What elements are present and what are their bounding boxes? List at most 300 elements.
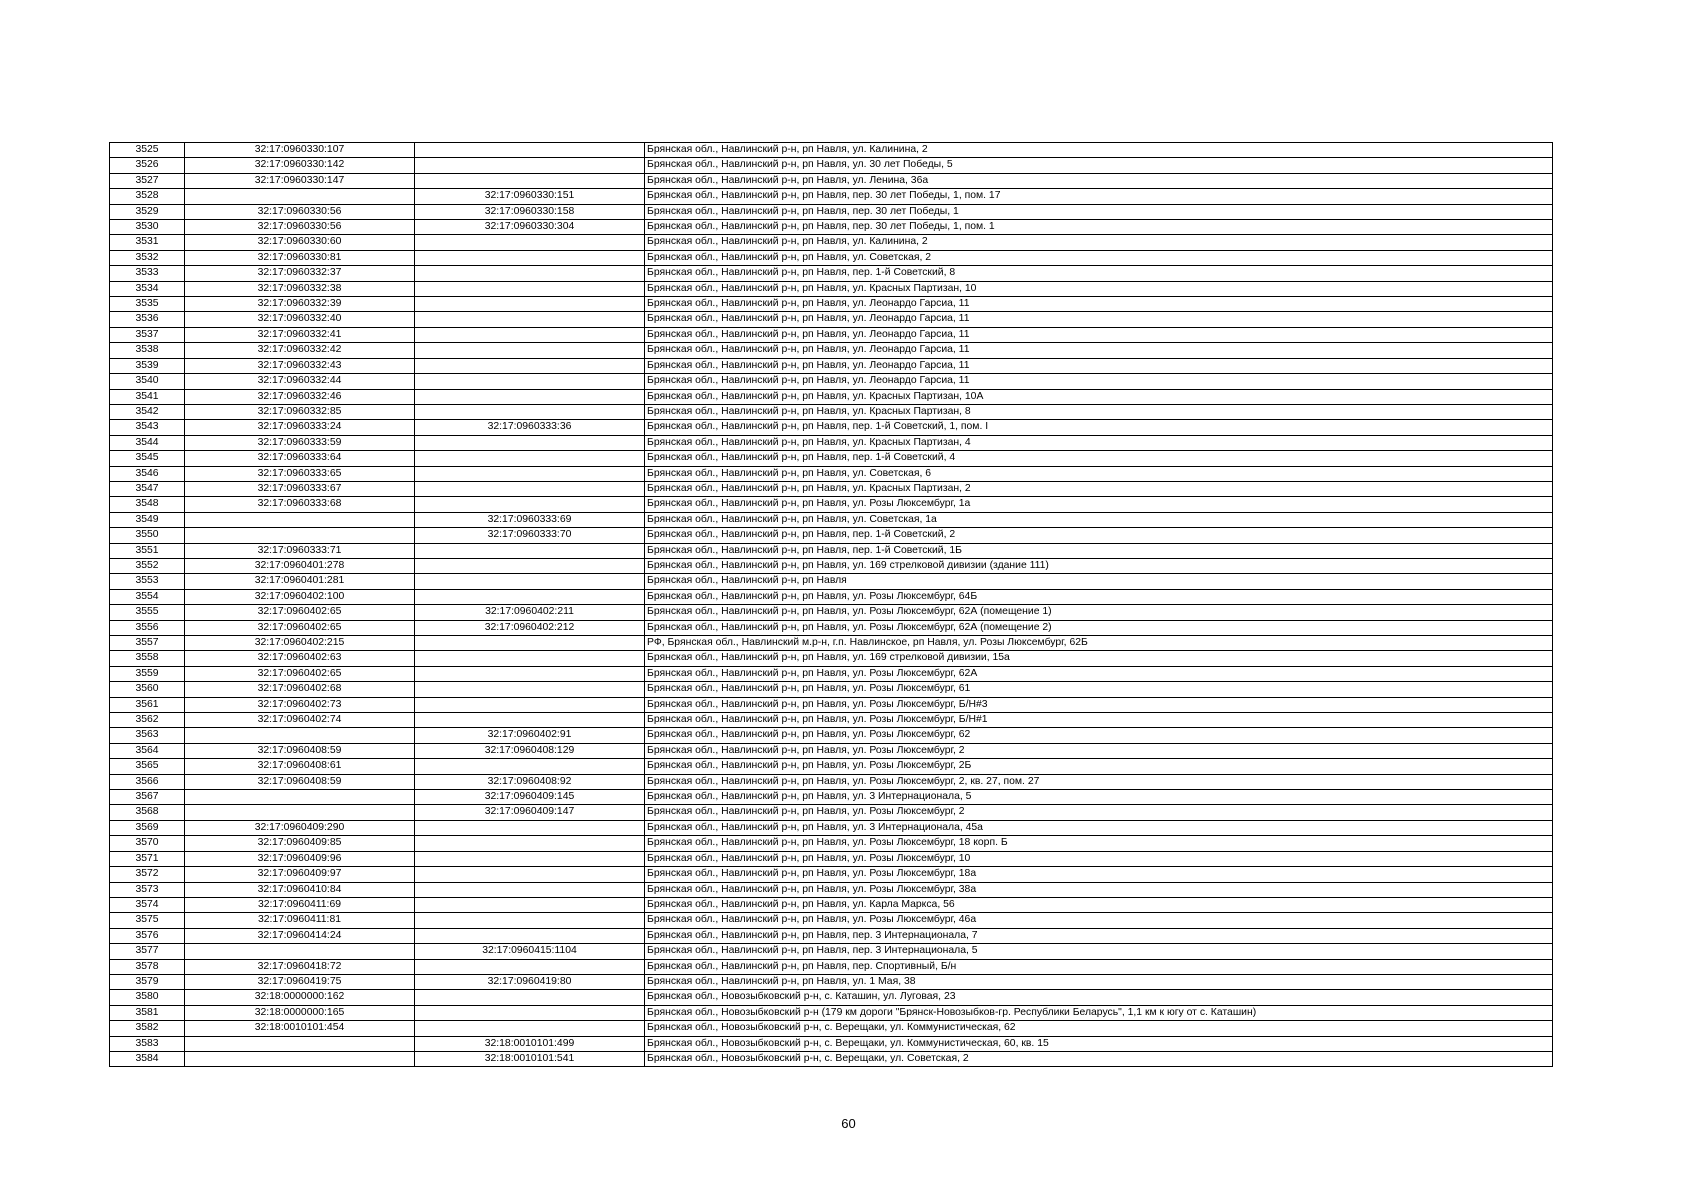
row-number-cell: 3554 — [110, 589, 185, 604]
address-cell: Брянская обл., Навлинский р-н, рп Навля, ул. Леонардо Гарсиа, 11 — [645, 297, 1553, 312]
address-cell: Брянская обл., Навлинский р-н, рп Навля, ул. Розы Люксембург, Б/Н#1 — [645, 713, 1553, 728]
address-cell: Брянская обл., Навлинский р-н, рп Навля, пер. 3 Интернационала, 5 — [645, 944, 1553, 959]
table-row — [110, 1005, 1553, 1020]
table-row — [110, 466, 1553, 481]
row-number-cell: 3544 — [110, 435, 185, 450]
related-cadastral-number-cell — [415, 682, 645, 697]
cadastral-number-cell — [185, 790, 415, 805]
table-row — [110, 620, 1553, 635]
row-number-cell: 3584 — [110, 1051, 185, 1066]
row-number-cell: 3576 — [110, 928, 185, 943]
row-number-cell: 3579 — [110, 974, 185, 989]
related-cadastral-number-cell: 32:17:0960408:129 — [415, 743, 645, 758]
cadastral-number-cell: 32:17:0960401:281 — [185, 574, 415, 589]
cadastral-number-cell: 32:17:0960402:100 — [185, 589, 415, 604]
cadastral-number-cell — [185, 528, 415, 543]
related-cadastral-number-cell: 32:17:0960402:91 — [415, 728, 645, 743]
related-cadastral-number-cell — [415, 143, 645, 158]
row-number-cell: 3575 — [110, 913, 185, 928]
cadastral-number-cell: 32:17:0960402:65 — [185, 605, 415, 620]
table-row — [110, 389, 1553, 404]
cadastral-number-cell: 32:17:0960418:72 — [185, 959, 415, 974]
address-cell: Брянская обл., Навлинский р-н, рп Навля, пер. 1-й Советский, 4 — [645, 451, 1553, 466]
address-cell: Брянская обл., Навлинский р-н, рп Навля, ул. Розы Люксембург, 62А — [645, 666, 1553, 681]
address-cell: Брянская обл., Навлинский р-н, рп Навля, ул. Розы Люксембург, 62А (помещение 1) — [645, 605, 1553, 620]
related-cadastral-number-cell — [415, 990, 645, 1005]
row-number-cell: 3568 — [110, 805, 185, 820]
row-number-cell: 3527 — [110, 173, 185, 188]
table-row — [110, 574, 1553, 589]
cadastral-number-cell: 32:17:0960408:61 — [185, 759, 415, 774]
cadastral-number-cell — [185, 728, 415, 743]
cadastral-number-cell: 32:17:0960332:42 — [185, 343, 415, 358]
related-cadastral-number-cell — [415, 173, 645, 188]
cadastral-number-cell: 32:17:0960410:84 — [185, 882, 415, 897]
row-number-cell: 3528 — [110, 189, 185, 204]
table-row — [110, 1021, 1553, 1036]
related-cadastral-number-cell: 32:17:0960330:304 — [415, 220, 645, 235]
table-row — [110, 851, 1553, 866]
cadastral-number-cell: 32:17:0960332:46 — [185, 389, 415, 404]
related-cadastral-number-cell — [415, 713, 645, 728]
address-cell: Брянская обл., Навлинский р-н, рп Навля, ул. Советская, 6 — [645, 466, 1553, 481]
related-cadastral-number-cell — [415, 928, 645, 943]
related-cadastral-number-cell — [415, 836, 645, 851]
address-cell: Брянская обл., Навлинский р-н, рп Навля, ул. 169 стрелковой дивизии (здание 111) — [645, 558, 1553, 573]
address-cell: Брянская обл., Навлинский р-н, рп Навля, ул. Розы Люксембург, 18а — [645, 867, 1553, 882]
table-row — [110, 805, 1553, 820]
related-cadastral-number-cell — [415, 466, 645, 481]
cadastral-number-cell: 32:17:0960409:290 — [185, 820, 415, 835]
related-cadastral-number-cell — [415, 851, 645, 866]
table-row — [110, 743, 1553, 758]
related-cadastral-number-cell — [415, 497, 645, 512]
table-row — [110, 358, 1553, 373]
address-cell: Брянская обл., Навлинский р-н, рп Навля, ул. Розы Люксембург, 1а — [645, 497, 1553, 512]
row-number-cell: 3571 — [110, 851, 185, 866]
table-row — [110, 1051, 1553, 1066]
related-cadastral-number-cell — [415, 882, 645, 897]
address-cell: Брянская обл., Навлинский р-н, рп Навля, ул. Леонардо Гарсиа, 11 — [645, 374, 1553, 389]
address-cell: Брянская обл., Навлинский р-н, рп Навля, пер. 3 Интернационала, 7 — [645, 928, 1553, 943]
address-cell: Брянская обл., Навлинский р-н, рп Навля, ул. Красных Партизан, 2 — [645, 481, 1553, 496]
table-row — [110, 944, 1553, 959]
table-row — [110, 959, 1553, 974]
table-row — [110, 913, 1553, 928]
related-cadastral-number-cell: 32:17:0960402:211 — [415, 605, 645, 620]
cadastral-number-cell: 32:17:0960330:56 — [185, 204, 415, 219]
cadastral-number-cell: 32:17:0960330:56 — [185, 220, 415, 235]
related-cadastral-number-cell — [415, 897, 645, 912]
row-number-cell: 3572 — [110, 867, 185, 882]
table-row — [110, 759, 1553, 774]
cadastral-number-cell: 32:17:0960402:68 — [185, 682, 415, 697]
address-cell: Брянская обл., Новозыбковский р-н, с. Каташин, ул. Луговая, 23 — [645, 990, 1553, 1005]
address-cell: Брянская обл., Навлинский р-н, рп Навля, ул. Леонардо Гарсиа, 11 — [645, 343, 1553, 358]
address-cell: Брянская обл., Навлинский р-н, рп Навля, ул. 3 Интернационала, 45а — [645, 820, 1553, 835]
address-cell: Брянская обл., Навлинский р-н, рп Навля, ул. Калинина, 2 — [645, 143, 1553, 158]
related-cadastral-number-cell — [415, 358, 645, 373]
related-cadastral-number-cell — [415, 666, 645, 681]
related-cadastral-number-cell — [415, 451, 645, 466]
cadastral-number-cell: 32:17:0960333:68 — [185, 497, 415, 512]
address-cell: Брянская обл., Навлинский р-н, рп Навля, ул. 1 Мая, 38 — [645, 974, 1553, 989]
related-cadastral-number-cell — [415, 959, 645, 974]
row-number-cell: 3565 — [110, 759, 185, 774]
table-row — [110, 312, 1553, 327]
related-cadastral-number-cell: 32:17:0960330:158 — [415, 204, 645, 219]
address-cell: Брянская обл., Навлинский р-н, рп Навля, ул. Леонардо Гарсиа, 11 — [645, 312, 1553, 327]
table-row — [110, 512, 1553, 527]
table-row — [110, 790, 1553, 805]
related-cadastral-number-cell: 32:18:0010101:541 — [415, 1051, 645, 1066]
address-cell: Брянская обл., Навлинский р-н, рп Навля, ул. 3 Интернационала, 5 — [645, 790, 1553, 805]
related-cadastral-number-cell — [415, 312, 645, 327]
address-cell: Брянская обл., Навлинский р-н, рп Навля, ул. Розы Люксембург, 2 — [645, 743, 1553, 758]
address-cell: Брянская обл., Навлинский р-н, рп Навля, пер. 30 лет Победы, 1, пом. 17 — [645, 189, 1553, 204]
address-cell: Брянская обл., Навлинский р-н, рп Навля, ул. Ленина, 36а — [645, 173, 1553, 188]
related-cadastral-number-cell — [415, 435, 645, 450]
related-cadastral-number-cell — [415, 266, 645, 281]
related-cadastral-number-cell: 32:18:0010101:499 — [415, 1036, 645, 1051]
row-number-cell: 3566 — [110, 774, 185, 789]
address-cell: Брянская обл., Навлинский р-н, рп Навля, ул. Советская, 1а — [645, 512, 1553, 527]
cadastral-number-cell: 32:17:0960402:65 — [185, 620, 415, 635]
table-row — [110, 343, 1553, 358]
related-cadastral-number-cell — [415, 327, 645, 342]
row-number-cell: 3556 — [110, 620, 185, 635]
row-number-cell: 3536 — [110, 312, 185, 327]
cadastral-number-cell: 32:17:0960408:59 — [185, 774, 415, 789]
table-row — [110, 481, 1553, 496]
cadastral-number-cell — [185, 512, 415, 527]
row-number-cell: 3581 — [110, 1005, 185, 1020]
table-row — [110, 558, 1553, 573]
row-number-cell: 3567 — [110, 790, 185, 805]
cadastral-number-cell — [185, 189, 415, 204]
cadastral-number-cell: 32:17:0960330:60 — [185, 235, 415, 250]
address-cell: Брянская обл., Навлинский р-н, рп Навля, пер. 1-й Советский, 1, пом. I — [645, 420, 1553, 435]
table-row — [110, 820, 1553, 835]
related-cadastral-number-cell — [415, 589, 645, 604]
row-number-cell: 3529 — [110, 204, 185, 219]
table-row — [110, 220, 1553, 235]
row-number-cell: 3539 — [110, 358, 185, 373]
table-row — [110, 589, 1553, 604]
cadastral-number-cell: 32:17:0960332:85 — [185, 404, 415, 419]
row-number-cell: 3573 — [110, 882, 185, 897]
address-cell: Брянская обл., Навлинский р-н, рп Навля, ул. 169 стрелковой дивизии, 15а — [645, 651, 1553, 666]
table-row — [110, 774, 1553, 789]
table-row — [110, 528, 1553, 543]
cadastral-number-cell: 32:17:0960332:40 — [185, 312, 415, 327]
related-cadastral-number-cell: 32:17:0960415:1104 — [415, 944, 645, 959]
cadastral-number-cell: 32:17:0960409:85 — [185, 836, 415, 851]
address-cell: Брянская обл., Навлинский р-н, рп Навля, ул. Калинина, 2 — [645, 235, 1553, 250]
row-number-cell: 3531 — [110, 235, 185, 250]
row-number-cell: 3525 — [110, 143, 185, 158]
related-cadastral-number-cell: 32:17:0960333:36 — [415, 420, 645, 435]
row-number-cell: 3564 — [110, 743, 185, 758]
table-row — [110, 250, 1553, 265]
address-cell: Брянская обл., Навлинский р-н, рп Навля, пер. 30 лет Победы, 1 — [645, 204, 1553, 219]
cadastral-number-cell: 32:17:0960402:65 — [185, 666, 415, 681]
table-row — [110, 266, 1553, 281]
address-cell: Брянская обл., Навлинский р-н, рп Навля, ул. Розы Люксембург, 2, кв. 27, пом. 27 — [645, 774, 1553, 789]
cadastral-number-cell: 32:17:0960330:81 — [185, 250, 415, 265]
address-cell: Брянская обл., Навлинский р-н, рп Навля, ул. Красных Партизан, 10 — [645, 281, 1553, 296]
cadastral-number-cell: 32:17:0960401:278 — [185, 558, 415, 573]
cadastral-number-cell: 32:17:0960402:215 — [185, 636, 415, 651]
address-cell: Брянская обл., Навлинский р-н, рп Навля, ул. Розы Люксембург, 10 — [645, 851, 1553, 866]
cadastral-number-cell: 32:17:0960330:107 — [185, 143, 415, 158]
row-number-cell: 3580 — [110, 990, 185, 1005]
related-cadastral-number-cell: 32:17:0960333:70 — [415, 528, 645, 543]
table-row — [110, 297, 1553, 312]
table-row — [110, 605, 1553, 620]
related-cadastral-number-cell — [415, 343, 645, 358]
table-row — [110, 1036, 1553, 1051]
cadastral-number-cell: 32:17:0960408:59 — [185, 743, 415, 758]
table-row — [110, 990, 1553, 1005]
table-row — [110, 897, 1553, 912]
cadastral-number-cell: 32:17:0960333:64 — [185, 451, 415, 466]
table-row — [110, 882, 1553, 897]
table-row — [110, 497, 1553, 512]
cadastral-number-cell: 32:17:0960330:142 — [185, 158, 415, 173]
address-cell: Брянская обл., Навлинский р-н, рп Навля, ул. Розы Люксембург, 2 — [645, 805, 1553, 820]
row-number-cell: 3545 — [110, 451, 185, 466]
row-number-cell: 3583 — [110, 1036, 185, 1051]
related-cadastral-number-cell: 32:17:0960409:145 — [415, 790, 645, 805]
related-cadastral-number-cell — [415, 543, 645, 558]
row-number-cell: 3537 — [110, 327, 185, 342]
address-cell: Брянская обл., Навлинский р-н, рп Навля, ул. Советская, 2 — [645, 250, 1553, 265]
row-number-cell: 3574 — [110, 897, 185, 912]
table-row — [110, 928, 1553, 943]
row-number-cell: 3555 — [110, 605, 185, 620]
table-row — [110, 697, 1553, 712]
cadastral-number-cell: 32:17:0960333:71 — [185, 543, 415, 558]
related-cadastral-number-cell — [415, 913, 645, 928]
table-row — [110, 713, 1553, 728]
table-row — [110, 420, 1553, 435]
cadastral-number-cell: 32:17:0960409:96 — [185, 851, 415, 866]
cadastral-number-cell: 32:17:0960414:24 — [185, 928, 415, 943]
address-cell: Брянская обл., Навлинский р-н, рп Навля, ул. Леонардо Гарсиа, 11 — [645, 358, 1553, 373]
row-number-cell: 3541 — [110, 389, 185, 404]
row-number-cell: 3547 — [110, 481, 185, 496]
address-cell: Брянская обл., Новозыбковский р-н, с. Верещаки, ул. Коммунистическая, 60, кв. 15 — [645, 1036, 1553, 1051]
address-cell: Брянская обл., Навлинский р-н, рп Навля, пер. 30 лет Победы, 1, пом. 1 — [645, 220, 1553, 235]
address-cell: Брянская обл., Навлинский р-н, рп Навля, ул. Красных Партизан, 10А — [645, 389, 1553, 404]
address-cell: Брянская обл., Навлинский р-н, рп Навля, ул. Розы Люксембург, 38а — [645, 882, 1553, 897]
row-number-cell: 3577 — [110, 944, 185, 959]
page-number: 60 — [841, 1116, 856, 1131]
table-row — [110, 235, 1553, 250]
row-number-cell: 3570 — [110, 836, 185, 851]
table-row — [110, 143, 1553, 158]
row-number-cell: 3557 — [110, 636, 185, 651]
address-cell: Брянская обл., Навлинский р-н, рп Навля, ул. Розы Люксембург, 64Б — [645, 589, 1553, 604]
address-cell: Брянская обл., Навлинский р-н, рп Навля, ул. Леонардо Гарсиа, 11 — [645, 327, 1553, 342]
cadastral-number-cell: 32:17:0960333:65 — [185, 466, 415, 481]
related-cadastral-number-cell — [415, 820, 645, 835]
related-cadastral-number-cell — [415, 281, 645, 296]
row-number-cell: 3530 — [110, 220, 185, 235]
related-cadastral-number-cell — [415, 374, 645, 389]
table-row — [110, 682, 1553, 697]
address-cell: Брянская обл., Навлинский р-н, рп Навля, пер. 1-й Советский, 2 — [645, 528, 1553, 543]
related-cadastral-number-cell — [415, 558, 645, 573]
related-cadastral-number-cell — [415, 158, 645, 173]
row-number-cell: 3546 — [110, 466, 185, 481]
related-cadastral-number-cell: 32:17:0960409:147 — [415, 805, 645, 820]
table-row — [110, 728, 1553, 743]
cadastral-number-cell: 32:17:0960411:81 — [185, 913, 415, 928]
address-cell: Брянская обл., Новозыбковский р-н, с. Верещаки, ул. Советская, 2 — [645, 1051, 1553, 1066]
address-cell: Брянская обл., Навлинский р-н, рп Навля, ул. Розы Люксембург, Б/Н#3 — [645, 697, 1553, 712]
row-number-cell: 3542 — [110, 404, 185, 419]
row-number-cell: 3540 — [110, 374, 185, 389]
related-cadastral-number-cell — [415, 1005, 645, 1020]
table-row — [110, 374, 1553, 389]
row-number-cell: 3563 — [110, 728, 185, 743]
row-number-cell: 3532 — [110, 250, 185, 265]
row-number-cell: 3551 — [110, 543, 185, 558]
cadastral-number-cell: 32:17:0960332:43 — [185, 358, 415, 373]
table-row — [110, 543, 1553, 558]
cadastral-number-cell: 32:17:0960332:39 — [185, 297, 415, 312]
row-number-cell: 3559 — [110, 666, 185, 681]
cadastral-number-cell: 32:17:0960419:75 — [185, 974, 415, 989]
row-number-cell: 3533 — [110, 266, 185, 281]
related-cadastral-number-cell: 32:17:0960330:151 — [415, 189, 645, 204]
address-cell: Брянская обл., Навлинский р-н, рп Навля, ул. Красных Партизан, 4 — [645, 435, 1553, 450]
address-cell: Брянская обл., Навлинский р-н, рп Навля, пер. 1-й Советский, 8 — [645, 266, 1553, 281]
related-cadastral-number-cell — [415, 636, 645, 651]
related-cadastral-number-cell — [415, 250, 645, 265]
cadastral-number-cell: 32:18:0010101:454 — [185, 1021, 415, 1036]
row-number-cell: 3558 — [110, 651, 185, 666]
address-cell: Брянская обл., Навлинский р-н, рп Навля, ул. Розы Люксембург, 61 — [645, 682, 1553, 697]
cadastral-number-cell: 32:17:0960402:73 — [185, 697, 415, 712]
cadastral-number-cell — [185, 1036, 415, 1051]
cadastral-number-cell — [185, 944, 415, 959]
cadastral-number-cell: 32:17:0960333:67 — [185, 481, 415, 496]
related-cadastral-number-cell — [415, 1021, 645, 1036]
table-row — [110, 836, 1553, 851]
address-cell: Брянская обл., Навлинский р-н, рп Навля — [645, 574, 1553, 589]
cadastral-number-cell: 32:17:0960332:41 — [185, 327, 415, 342]
cadastral-number-cell: 32:18:0000000:162 — [185, 990, 415, 1005]
table-row — [110, 404, 1553, 419]
row-number-cell: 3534 — [110, 281, 185, 296]
table-row — [110, 974, 1553, 989]
row-number-cell: 3543 — [110, 420, 185, 435]
table-row — [110, 636, 1553, 651]
table-row — [110, 173, 1553, 188]
row-number-cell: 3582 — [110, 1021, 185, 1036]
row-number-cell: 3578 — [110, 959, 185, 974]
cadastral-number-cell: 32:17:0960330:147 — [185, 173, 415, 188]
cadastral-number-cell: 32:18:0000000:165 — [185, 1005, 415, 1020]
row-number-cell: 3569 — [110, 820, 185, 835]
related-cadastral-number-cell — [415, 574, 645, 589]
cadastral-number-cell — [185, 805, 415, 820]
address-cell: Брянская обл., Навлинский р-н, рп Навля, пер. 1-й Советский, 1Б — [645, 543, 1553, 558]
table-row — [110, 158, 1553, 173]
row-number-cell: 3549 — [110, 512, 185, 527]
related-cadastral-number-cell — [415, 297, 645, 312]
related-cadastral-number-cell — [415, 481, 645, 496]
address-cell: Брянская обл., Навлинский р-н, рп Навля, ул. Красных Партизан, 8 — [645, 404, 1553, 419]
table-row — [110, 867, 1553, 882]
related-cadastral-number-cell: 32:17:0960402:212 — [415, 620, 645, 635]
row-number-cell: 3538 — [110, 343, 185, 358]
address-cell: Брянская обл., Навлинский р-н, рп Навля, ул. Розы Люксембург, 62А (помещение 2) — [645, 620, 1553, 635]
cadastral-number-cell: 32:17:0960411:69 — [185, 897, 415, 912]
row-number-cell: 3548 — [110, 497, 185, 512]
address-cell: Брянская обл., Навлинский р-н, рп Навля, ул. Розы Люксембург, 2Б — [645, 759, 1553, 774]
registry-table-body — [110, 143, 1553, 1067]
cadastral-number-cell: 32:17:0960332:37 — [185, 266, 415, 281]
table-row — [110, 451, 1553, 466]
row-number-cell: 3553 — [110, 574, 185, 589]
row-number-cell: 3550 — [110, 528, 185, 543]
address-cell: Брянская обл., Навлинский р-н, рп Навля, ул. Розы Люксембург, 62 — [645, 728, 1553, 743]
related-cadastral-number-cell: 32:17:0960419:80 — [415, 974, 645, 989]
cadastral-number-cell — [185, 1051, 415, 1066]
row-number-cell: 3560 — [110, 682, 185, 697]
row-number-cell: 3561 — [110, 697, 185, 712]
address-cell: Брянская обл., Навлинский р-н, рп Навля, ул. 30 лет Победы, 5 — [645, 158, 1553, 173]
table-row — [110, 651, 1553, 666]
related-cadastral-number-cell — [415, 389, 645, 404]
address-cell: Брянская обл., Навлинский р-н, рп Навля, ул. Розы Люксембург, 46а — [645, 913, 1553, 928]
related-cadastral-number-cell — [415, 651, 645, 666]
related-cadastral-number-cell — [415, 235, 645, 250]
row-number-cell: 3526 — [110, 158, 185, 173]
address-cell: Брянская обл., Навлинский р-н, рп Навля, ул. Карла Маркса, 56 — [645, 897, 1553, 912]
cadastral-number-cell: 32:17:0960409:97 — [185, 867, 415, 882]
table-row — [110, 666, 1553, 681]
row-number-cell: 3552 — [110, 558, 185, 573]
row-number-cell: 3562 — [110, 713, 185, 728]
table-row — [110, 204, 1553, 219]
table-row — [110, 327, 1553, 342]
cadastral-number-cell: 32:17:0960402:74 — [185, 713, 415, 728]
address-cell: Брянская обл., Навлинский р-н, рп Навля, ул. Розы Люксембург, 18 корп. Б — [645, 836, 1553, 851]
related-cadastral-number-cell: 32:17:0960408:92 — [415, 774, 645, 789]
cadastral-number-cell: 32:17:0960333:24 — [185, 420, 415, 435]
table-row — [110, 189, 1553, 204]
address-cell: РФ, Брянская обл., Навлинский м.р-н, г.п. Навлинское, рп Навля, ул. Розы Люксембург, 62Б — [645, 636, 1553, 651]
address-cell: Брянская обл., Новозыбковский р-н (179 км дороги "Брянск-Новозыбков-гр. Республики Беларусь", 1,1 км к югу от с. Каташин) — [645, 1005, 1553, 1020]
cadastral-number-cell: 32:17:0960402:63 — [185, 651, 415, 666]
address-cell: Брянская обл., Навлинский р-н, рп Навля, пер. Спортивный, Б/н — [645, 959, 1553, 974]
cadastral-number-cell: 32:17:0960332:38 — [185, 281, 415, 296]
related-cadastral-number-cell — [415, 759, 645, 774]
related-cadastral-number-cell: 32:17:0960333:69 — [415, 512, 645, 527]
address-cell: Брянская обл., Новозыбковский р-н, с. Верещаки, ул. Коммунистическая, 62 — [645, 1021, 1553, 1036]
related-cadastral-number-cell — [415, 697, 645, 712]
related-cadastral-number-cell — [415, 867, 645, 882]
cadastral-number-cell: 32:17:0960333:59 — [185, 435, 415, 450]
table-row — [110, 435, 1553, 450]
related-cadastral-number-cell — [415, 404, 645, 419]
table-row — [110, 281, 1553, 296]
